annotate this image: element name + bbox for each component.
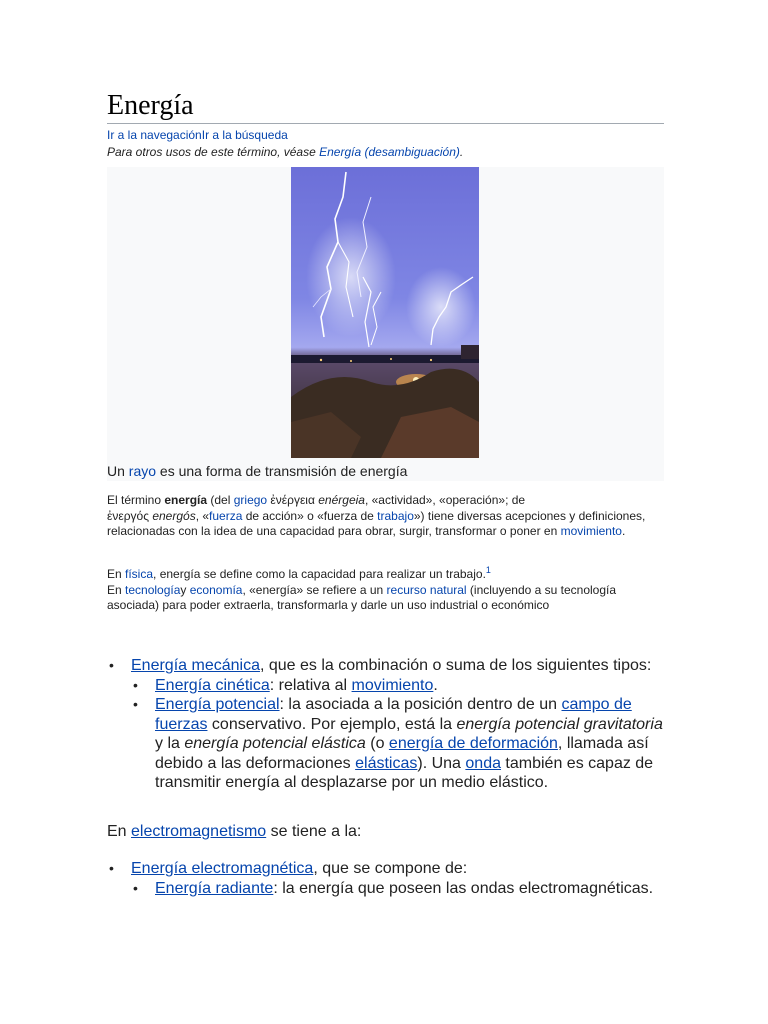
list-item: • Energía radiante: la energía que poseen las ondas electromagnéticas.	[155, 879, 664, 899]
intro-paragraph-1: El término energía (del griego ἐνέργεια enérgeia, «actividad», «operación»; de ἐνεργός energós, «fuerza de acción» o «fuerza de trabajo») tiene diversas acepciones y definiciones, relacionadas con la idea de una capacidad para obrar, surgir, transformar o poner en movimiento.	[107, 493, 646, 538]
griego-link[interactable]: griego	[233, 493, 268, 507]
trabajo-link[interactable]: trabajo	[377, 508, 414, 523]
list-item: • Energía cinética: relativa al movimiento.	[155, 676, 664, 696]
rayo-link[interactable]: rayo	[128, 463, 157, 479]
hatnote-text: Para otros usos de este término, véase	[107, 145, 320, 159]
movimiento-link[interactable]: movimiento	[560, 524, 622, 538]
energia-radiante-link[interactable]: Energía radiante	[155, 879, 274, 897]
lightning-image-icon	[291, 167, 479, 458]
jump-to-search-link[interactable]: Ir a la búsqueda	[201, 128, 288, 142]
page-title: Energía	[107, 90, 194, 121]
title-divider	[107, 123, 664, 124]
fuerza-link[interactable]: fuerza	[209, 508, 243, 523]
energia-potencial-link[interactable]: Energía potencial	[155, 696, 280, 713]
list-item: • Energía electromagnética, que se compone de: • Energía radiante: la energía que poseen las ondas electromagnéticas.	[131, 859, 664, 898]
intro-paragraph-2: En física, energía se define como la capacidad para realizar un trabajo.$^1$ En tecnologíay economía, «energía» se refiere a un recurso natural (incluyendo a su tecnología asociada) para poder extraerla, transformarla y darle un uso industrial o económico	[107, 565, 617, 612]
reference-1-link[interactable]: 1	[485, 565, 491, 575]
energy-types-list	[107, 656, 664, 793]
list-item: • Energía mecánica, que es la combinación o suma de los siguientes tipos: • Energía cinética: relativa al movimiento. • Energía potencial: la asociada a la posición dentro de un campo de fuerzas conservativo. Por ejemplo, está la energía potencial gravitatoria y la energía potencial elástica (o energía de deformación, llamada así debido a las deformaciones elásticas). Una onda también es capaz de transmitir energía al desplazarse por un medio elástico.	[131, 656, 664, 793]
bold-term: energía	[164, 493, 208, 507]
lightning-photo[interactable]	[291, 167, 479, 458]
caption-text-end: es una forma de transmisión de energía	[156, 463, 408, 479]
electromagnetism-intro: En electromagnetismo se tiene a la:	[107, 823, 362, 840]
energia-electromagnetica-link[interactable]: Energía electromagnética	[131, 860, 314, 877]
jump-to-navigation-link[interactable]: Ir a la navegación	[107, 128, 202, 142]
energia-mecanica-link[interactable]: Energía mecánica	[131, 657, 260, 674]
fisica-link[interactable]: física	[125, 567, 154, 581]
disambiguation-link[interactable]: Energía (desambiguación)	[319, 145, 460, 159]
campo-de-fuerzas-link[interactable]: campo de fuerzas	[155, 696, 632, 733]
hatnote	[107, 145, 463, 159]
electromagnetic-list	[107, 859, 664, 898]
energia-de-deformacion-link[interactable]: energía de deformación	[388, 735, 558, 752]
thumbnail-figure	[107, 167, 664, 481]
recurso-natural-link[interactable]: recurso natural	[386, 582, 467, 597]
figure-caption	[107, 463, 407, 479]
hatnote-end: .	[459, 145, 464, 159]
economia-link[interactable]: economía	[189, 582, 243, 597]
movimiento-link-2[interactable]: movimiento	[351, 676, 434, 694]
onda-link[interactable]: onda	[465, 754, 501, 772]
caption-text: Un	[107, 463, 129, 479]
energia-cinetica-link[interactable]: Energía cinética	[155, 676, 270, 694]
electromagnetismo-link[interactable]: electromagnetismo	[131, 823, 267, 840]
elasticas-link[interactable]: elásticas	[355, 754, 418, 772]
list-item: • Energía potencial: la asociada a la posición dentro de un campo de fuerzas conservativo. Por ejemplo, está la energía potencial gravitatoria y la energía potencial elástica (o energía de deformación, llamada así debido a las deformaciones elásticas). Una onda también es capaz de transmitir energía al desplazarse por un medio elástico.	[155, 695, 664, 793]
tecnologia-link[interactable]: tecnología	[125, 582, 181, 597]
jump-links	[107, 128, 288, 142]
